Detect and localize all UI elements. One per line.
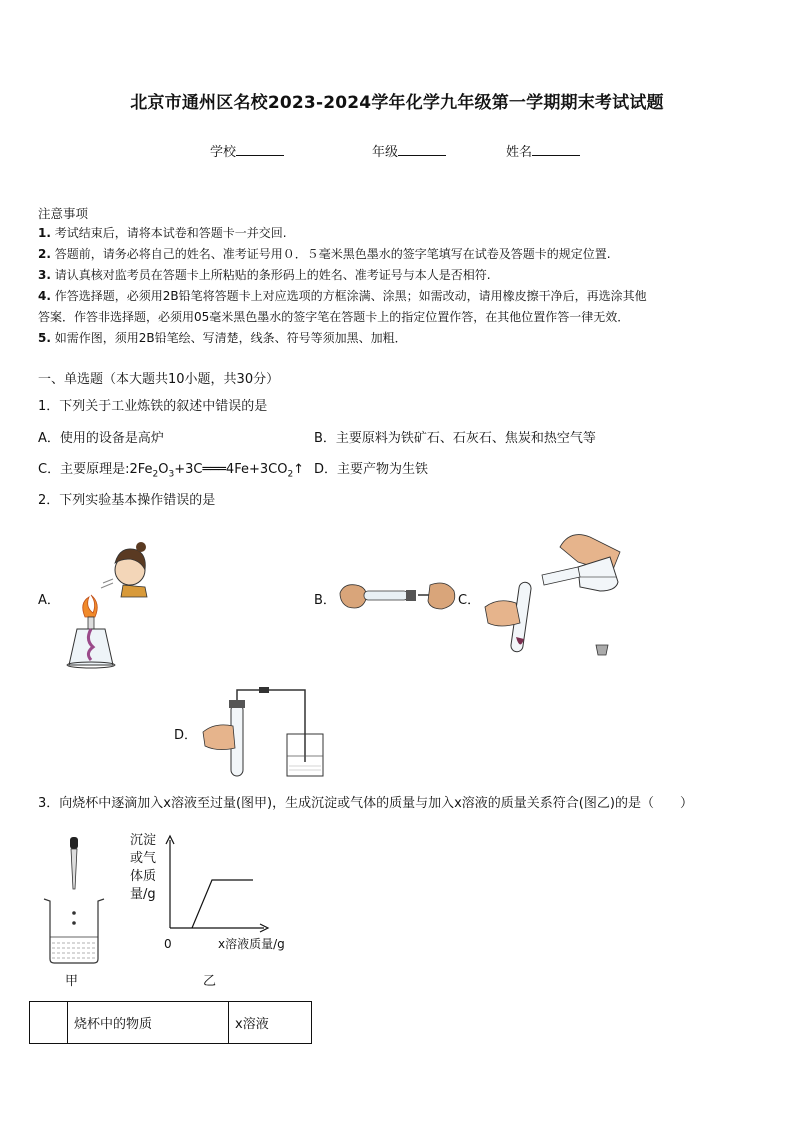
q1-option-d: D．主要产物为生铁 [314,462,429,477]
page-title: 北京市通州区名校2023-2024学年化学九年级第一学期期末考试试题 [130,93,664,113]
grade-blank [398,144,446,156]
notice-item: 5. 如需作图，须用2B铅笔绘、写清楚，线条、符号等须加黑、加粗． [38,331,407,345]
school-label: 学校 [210,145,237,160]
notice-item: 1. 考试结束后，请将本试卷和答题卡一并交回. [38,226,287,240]
alcohol-lamp-blowing-illustration [55,525,150,670]
figure-jia-caption: 甲 [65,974,79,989]
q1-option-a: A．使用的设备是高炉 [38,431,164,446]
notice-item: 答案．作答非选择题，必须用05毫米黑色墨水的签字笔在答题卡上的指定位置作答，在其他位置作答一律无效． [38,310,630,324]
q2-label-b: B． [314,593,336,608]
school-blank [236,144,284,156]
y-axis-label-line: 或气 [130,851,157,866]
y-axis-label-line: 体质 [130,869,157,884]
table-row [30,1002,312,1044]
notice-item: 4. 作答选择题，必须用2B铅笔将答题卡上对应选项的方框涂满、涂黑；如需改动，请用橡皮擦干净后，再选涂其他 [38,289,647,303]
pouring-liquid-illustration [480,527,625,662]
name-blank [532,144,580,156]
q2-label-d: D． [174,728,198,743]
q2-label-a: A． [38,593,60,608]
name-field [506,141,580,160]
notice-item: 2. 答题前，请务必将自己的姓名、准考证号用０．５毫米黑色墨水的签字笔填写在试卷及答题卡的规定位置. [38,247,611,261]
q1-option-b: B．主要原料为铁矿石、石灰石、焦炭和热空气等 [314,431,596,446]
grade-field [372,141,446,160]
airtightness-check-illustration [195,682,335,782]
table-header-cell: 烧杯中的物质 [68,1002,229,1044]
table-header-cell: x溶液 [229,1002,312,1044]
beaker-dropper-figure [38,835,106,965]
q3-stem: 3．向烧杯中逐滴加入x溶液至过量(图甲)，生成沉淀或气体的质量与加入x溶液的质量关系符合(图乙)的是（ ） [38,796,693,811]
y-axis-label-line: 量/g [130,887,156,902]
q1-stem: 1．下列关于工业炼铁的叙述中错误的是 [38,399,268,414]
graph-line [192,880,253,928]
q1-option-c: C．主要原理是$:2Fe_2O_3+3C═══4Fe+3CO_2↑$ [38,462,305,480]
name-label: 姓名 [506,145,533,160]
figure-yi-caption: 乙 [203,974,217,989]
notice-item: 3. 请认真核对监考员在答题卡上所粘贴的条形码上的姓名、准考证号与本人是否相符. [38,268,491,282]
notice-heading: 注意事项 [38,206,89,221]
mass-relation-graph [118,828,308,956]
q3-options-table [29,1001,312,1044]
origin-label: 0 [164,937,172,951]
q2-stem: 2．下列实验基本操作错误的是 [38,493,216,508]
x-axis-label: x溶液质量/g [218,937,285,951]
q2-label-c: C． [458,593,481,608]
test-tube-stopper-illustration [338,575,458,620]
grade-label: 年级 [372,145,399,160]
y-axis-label-line: 沉淀 [130,833,157,848]
section-heading: 一、单选题（本大题共10小题，共30分） [38,372,280,387]
table-header-cell [30,1002,68,1044]
school-field [210,141,284,160]
